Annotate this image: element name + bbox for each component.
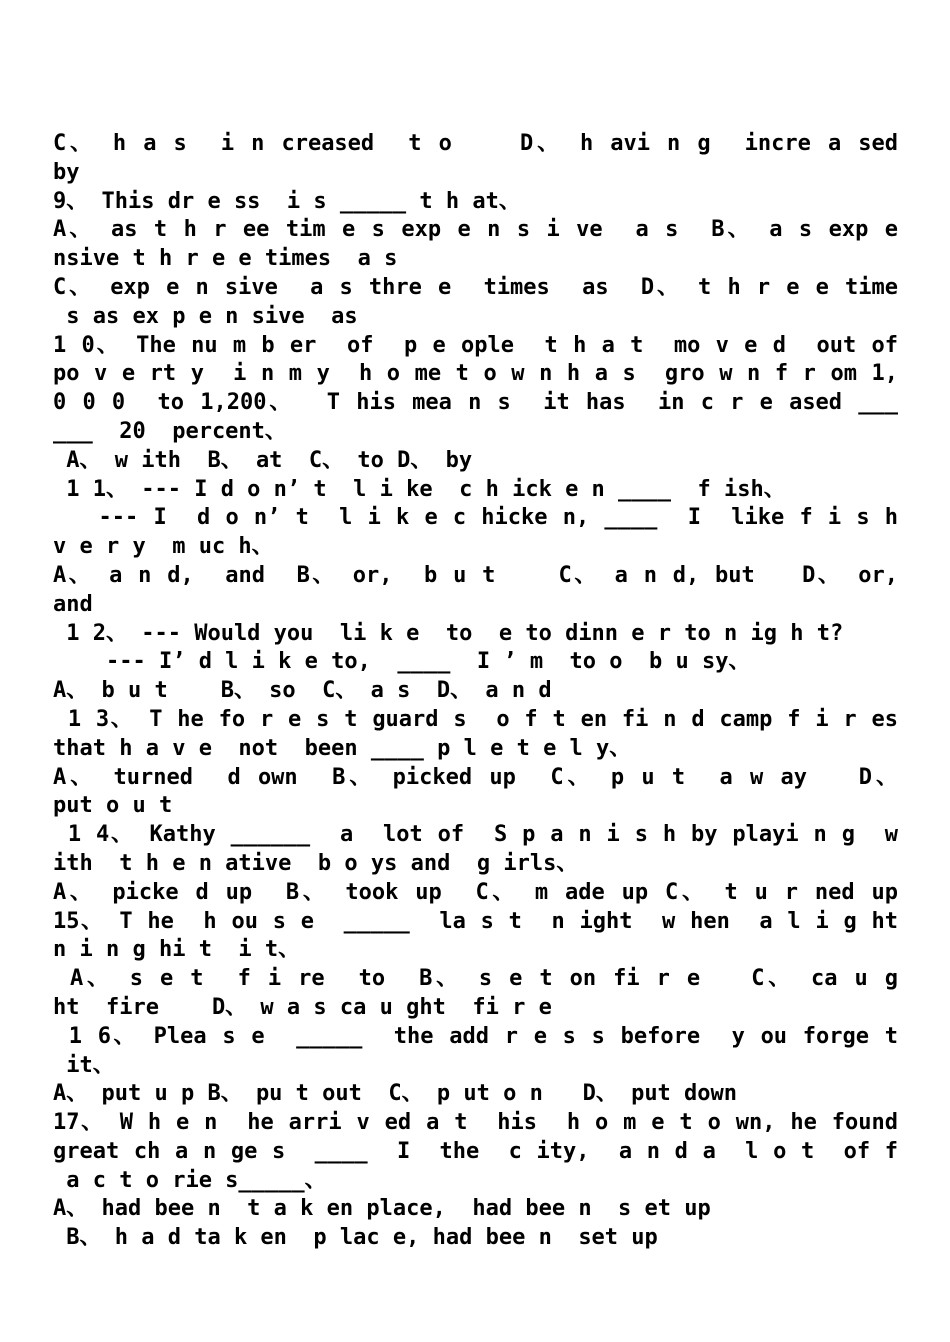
text-line: 1 2、 --- Would you li k e to e to dinn e r to n ig h t? bbox=[53, 620, 844, 646]
text-line: A、 w ith B、 at C、 to D、 by bbox=[53, 447, 473, 473]
text-line: by bbox=[53, 159, 80, 185]
text-line: v e r y m uc h、 bbox=[53, 534, 274, 560]
text-line: n i n g hi t i t、 bbox=[53, 937, 301, 963]
text-line: C、 exp e n sive a s thre e times as D、 t h r e e time bbox=[53, 274, 898, 300]
text-line: 15、 T he h ou s e _____ la s t n ight w hen a l i g ht bbox=[53, 908, 898, 934]
text-line: and bbox=[53, 591, 93, 617]
text-line: A、 put u p B、 pu t out C、 p ut o n D、 put down bbox=[53, 1081, 738, 1107]
text-line: --- I d o n’ t l i k e c hicke n, ____ I like f i s h bbox=[53, 505, 898, 531]
text-line: s as ex p e n sive as bbox=[53, 303, 358, 329]
text-line: A、 had bee n t a k en place, had bee n s et up bbox=[53, 1196, 711, 1222]
text-line: 1 1、 --- I d o n’ t l i ke c h ick e n ____ f ish、 bbox=[53, 476, 786, 502]
text-line: po v e rt y i n m y h o me t o w n h a s gro w n f r om 1, bbox=[53, 361, 898, 387]
text-line: put o u t bbox=[53, 793, 173, 819]
text-line: B、 h a d ta k en p lac e, had bee n set up bbox=[53, 1225, 658, 1251]
text-line: 9、 This dr e ss i s _____ t h at、 bbox=[53, 188, 521, 214]
text-line: nsive t h r e e times a s bbox=[53, 246, 398, 272]
text-line: A、 a n d, and B、 or, b u t C、 a n d, but D、 or, bbox=[53, 562, 898, 588]
text-line: A、 b u t B、 so C、 a s D、 a n d bbox=[53, 678, 552, 704]
text-line: A、 picke d up B、 took up C、 m ade up C、 t u r ned up bbox=[53, 879, 898, 905]
text-line: A、 as t h r ee tim e s exp e n s i ve a s B、 a s exp e bbox=[53, 217, 898, 243]
text-line: a c t o rie s_____、 bbox=[53, 1167, 327, 1193]
text-line: 0 0 0 to 1,200、 T his mea n s it has in c r e ased ___ bbox=[53, 390, 898, 416]
text-line: C、 h a s i n creased t o D、 h avi n g incre a sed bbox=[53, 131, 898, 156]
text-line: ht fire D、 w a s ca u ght fi r e bbox=[53, 994, 552, 1020]
text-line: 17、 W h e n he arri v ed a t his h o m e t o wn, he found bbox=[53, 1110, 898, 1136]
text-line: ___ 20 percent、 bbox=[53, 418, 287, 444]
text-line: A、 s e t f i re to B、 s e t on fi r e C、 ca u g bbox=[53, 966, 898, 992]
text-line: great ch a n ge s ____ I the c ity, a n d a l o t of f bbox=[53, 1138, 898, 1164]
text-line: it、 bbox=[53, 1052, 115, 1078]
text-line: 1 4、 Kathy ______ a lot of S p a n i s h by playi n g w bbox=[53, 822, 898, 848]
text-line: 1 0、 The nu m b er of p e ople t h a t mo v e d out of bbox=[53, 332, 898, 358]
text-line: ith t h e n ative b o ys and g irls、 bbox=[53, 850, 579, 876]
text-line: --- I’ d l i k e to, ____ I ’ m to o b u sy、 bbox=[53, 649, 751, 675]
text-line: that h a v e not been ____ p l e t e l y、 bbox=[53, 735, 632, 761]
text-line: A、 turned d own B、 picked up C、 p u t a w ay D、 bbox=[53, 764, 898, 790]
text-line: 1 3、 T he fo r e s t guard s o f t en fi n d camp f i r es bbox=[53, 706, 898, 732]
exam-text-block bbox=[53, 130, 898, 1253]
text-line: 1 6、 Plea s e _____ the add r e s s before y ou forge t bbox=[53, 1023, 898, 1049]
